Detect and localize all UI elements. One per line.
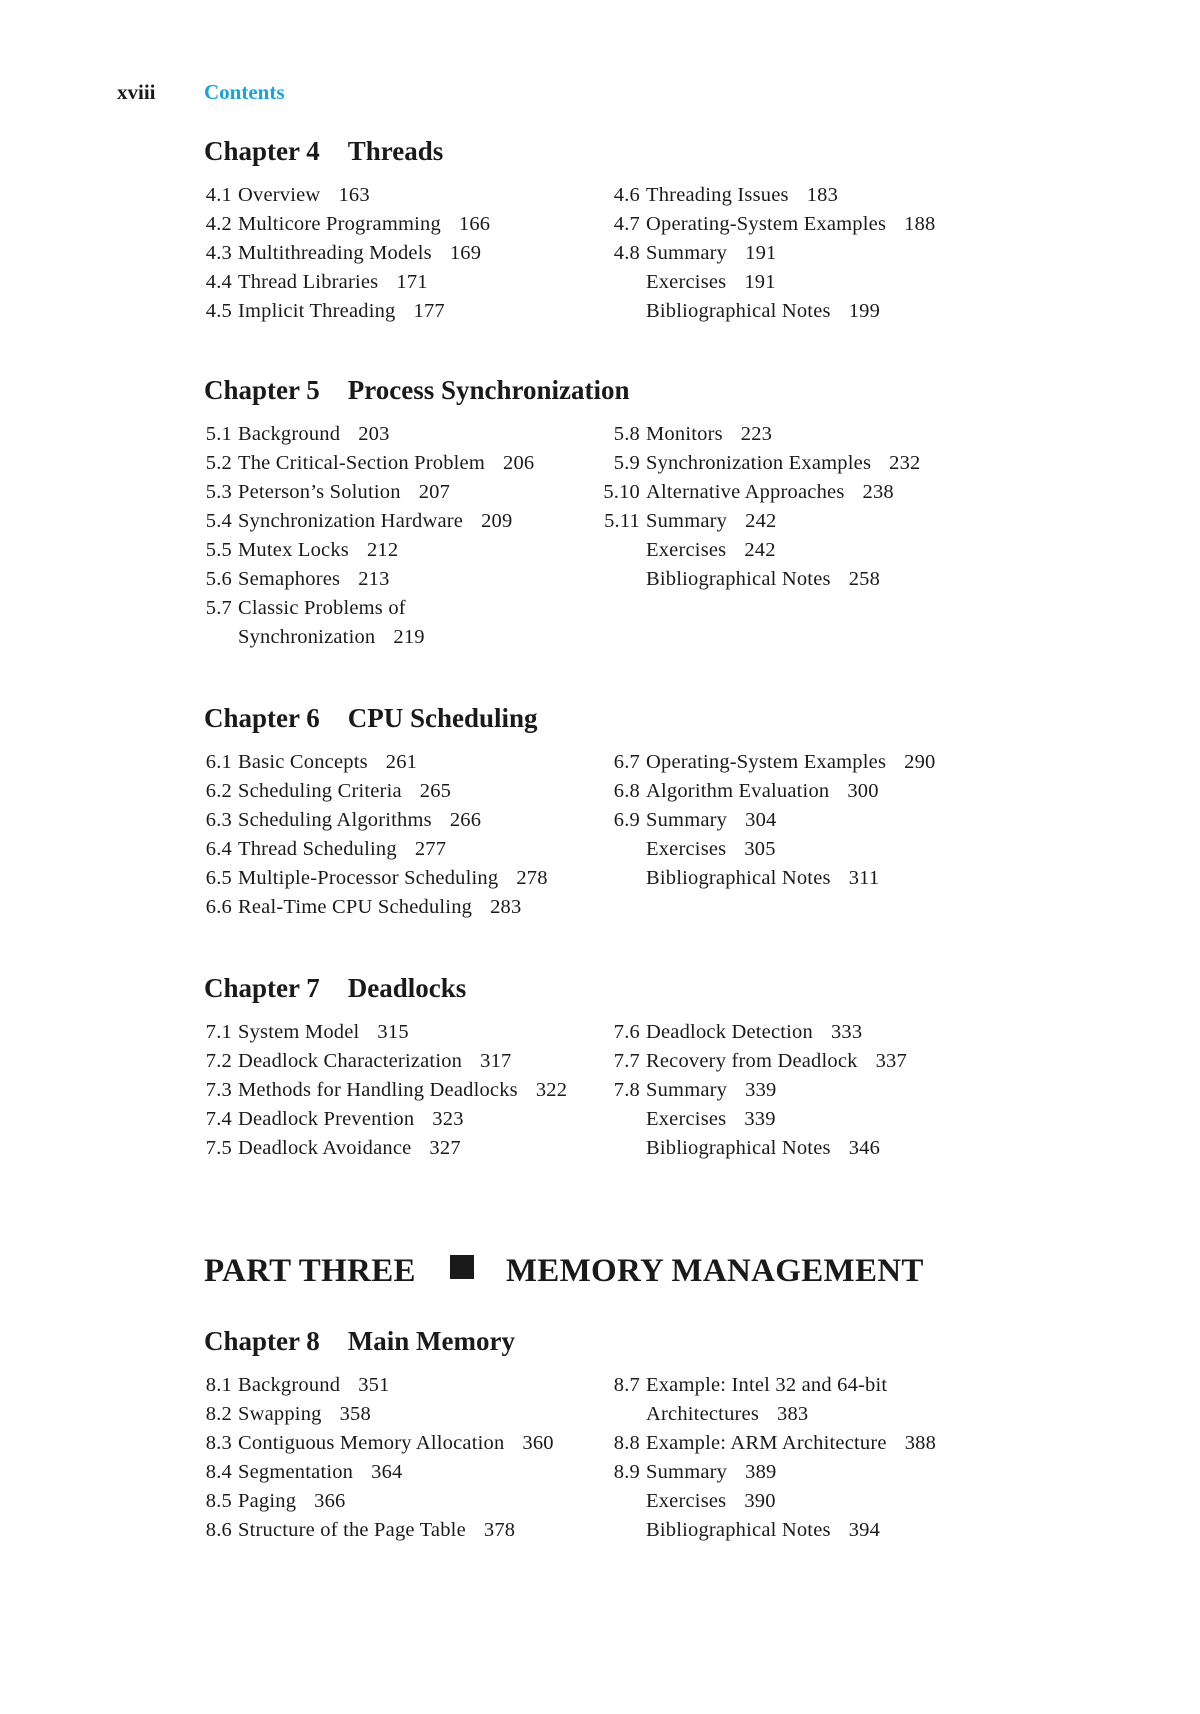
page-number-ref: 290 [904, 751, 936, 773]
section-title: Segmentation [238, 1461, 354, 1483]
toc-entry-text [646, 450, 920, 476]
toc-entry-text [646, 1488, 776, 1514]
section-number: 5.10 [603, 481, 640, 503]
section-number: 7.8 [613, 1079, 640, 1101]
page-number-ref: 266 [449, 809, 482, 831]
page-number-ref: 199 [848, 300, 881, 322]
page-number-ref: 177 [413, 300, 445, 322]
part-label: PART THREE [204, 1253, 416, 1289]
section-number: 6.6 [205, 896, 232, 918]
page-number-ref: 188 [904, 213, 936, 235]
section-title: Classic Problems of [238, 597, 406, 619]
chapter-heading [204, 973, 1064, 1019]
toc-entry-text [238, 240, 481, 266]
page-number-ref: 315 [377, 1021, 409, 1043]
page-number-ref: 242 [744, 539, 776, 561]
section-title: Summary [646, 809, 728, 831]
section-title: Synchronization Examples [646, 452, 872, 474]
section-number: 8.7 [613, 1374, 640, 1396]
page-number-ref: 238 [862, 481, 894, 503]
section-title: Exercises [646, 838, 727, 860]
page-number-ref: 203 [358, 423, 390, 445]
page-number-ref: 333 [830, 1021, 863, 1043]
page-number-ref: 277 [414, 838, 447, 860]
page-number-ref: 366 [314, 1490, 346, 1512]
toc-entry-text [646, 807, 776, 833]
section-title: Summary [646, 1461, 728, 1483]
page-number-ref: 317 [480, 1050, 512, 1072]
page-number-ref: 378 [483, 1519, 516, 1541]
chapter-title: Process Synchronization [347, 375, 630, 405]
toc-entry-text [646, 1372, 887, 1398]
page-number-ref: 360 [522, 1432, 554, 1454]
toc-entry-text [238, 1459, 403, 1485]
page-number-ref: 207 [418, 481, 451, 503]
chapter-5-block [204, 375, 1064, 648]
page-number-ref: 388 [904, 1432, 937, 1454]
section-number: 8.8 [613, 1432, 640, 1454]
section-title: Bibliographical Notes [646, 1137, 831, 1159]
running-head-title: Contents [204, 80, 285, 104]
toc-entry-text [646, 508, 776, 534]
section-title: Thread Scheduling [238, 838, 397, 860]
page-number-ref: 339 [744, 1108, 776, 1130]
toc-entry-text [238, 595, 406, 621]
toc-entry-text [238, 778, 451, 804]
page-number-ref: 394 [848, 1519, 881, 1541]
section-number: 5.2 [205, 452, 232, 474]
chapter-7-block [204, 973, 1064, 1159]
chapter-heading [204, 136, 1064, 182]
section-number: 5.8 [613, 423, 640, 445]
toc-entry-text [238, 537, 398, 563]
section-number: 5.1 [205, 423, 232, 445]
section-number: 7.6 [613, 1021, 640, 1043]
section-title: Mutex Locks [238, 539, 349, 561]
section-title: Example: Intel 32 and 64-bit [646, 1374, 888, 1396]
page-number-ref: 183 [806, 184, 839, 206]
chapter-title: Main Memory [347, 1326, 515, 1356]
toc-entry-text [238, 211, 490, 237]
chapter-title: Deadlocks [347, 973, 467, 1003]
toc-entry-text [646, 1401, 808, 1427]
section-number: 6.8 [613, 780, 640, 802]
toc-entry-text [238, 1517, 515, 1543]
page-number-ref: 339 [745, 1079, 777, 1101]
toc-entry-text [238, 624, 425, 650]
section-number: 6.9 [613, 809, 640, 831]
chapter-title: CPU Scheduling [347, 703, 538, 733]
part-heading [204, 1253, 924, 1290]
page-number-ref: 305 [744, 838, 776, 860]
page-number-ref: 163 [338, 184, 370, 206]
section-number: 7.1 [205, 1021, 232, 1043]
section-title: Summary [646, 1079, 728, 1101]
page-number-ref: 364 [371, 1461, 403, 1483]
section-number: 5.11 [604, 510, 640, 532]
section-title: Structure of the Page Table [238, 1519, 466, 1541]
page-number-ref: 265 [419, 780, 452, 802]
section-title: Synchronization [238, 626, 376, 648]
page-number-ref: 169 [449, 242, 482, 264]
toc-entry-text [238, 450, 534, 476]
section-number: 4.8 [613, 242, 640, 264]
toc-entry-text [646, 1430, 936, 1456]
toc-entry-text [238, 1019, 409, 1045]
section-title: Deadlock Prevention [238, 1108, 415, 1130]
toc-entry-text [238, 1430, 554, 1456]
section-number: 8.9 [613, 1461, 640, 1483]
section-number: 7.5 [205, 1137, 232, 1159]
page-number-ref: 300 [847, 780, 879, 802]
part-title: MEMORY MANAGEMENT [505, 1253, 924, 1289]
toc-entry-text [238, 182, 370, 208]
page-number-ref: 322 [535, 1079, 568, 1101]
section-number: 4.7 [613, 213, 640, 235]
page-number-ref: 258 [848, 568, 881, 590]
page-number-ref: 171 [396, 271, 428, 293]
section-title: Real-Time CPU Scheduling [238, 896, 473, 918]
chapter-4-block [204, 136, 1064, 322]
chapter-title: Threads [347, 136, 444, 166]
page-number-ref: 219 [393, 626, 425, 648]
section-number: 8.2 [205, 1403, 232, 1425]
page-number-ref: 261 [385, 751, 418, 773]
section-number: 4.1 [205, 184, 232, 206]
page-number-ref: 206 [503, 452, 535, 474]
toc-entry-text [646, 1048, 907, 1074]
section-title: Threading Issues [646, 184, 789, 206]
section-number: 8.1 [205, 1374, 232, 1396]
toc-entry-text [646, 421, 772, 447]
section-title: Bibliographical Notes [646, 867, 831, 889]
section-title: Operating-System Examples [646, 751, 887, 773]
section-title: Background [238, 423, 341, 445]
chapter-8-block [204, 1326, 1064, 1541]
toc-entry-text [238, 566, 390, 592]
section-number: 7.2 [205, 1050, 232, 1072]
toc-entry-text [646, 1459, 776, 1485]
section-title: Multithreading Models [238, 242, 432, 264]
toc-entry-text [646, 1019, 862, 1045]
toc-entry-text [646, 749, 936, 775]
chapter-label: Chapter 6 [204, 703, 320, 733]
page-number-ref: 337 [875, 1050, 907, 1072]
section-number: 4.3 [205, 242, 232, 264]
toc-entry-text [646, 566, 880, 592]
section-number: 5.7 [205, 597, 232, 619]
page-number-ref: 278 [516, 867, 548, 889]
section-title: Scheduling Algorithms [238, 809, 432, 831]
toc-entry-text [238, 836, 446, 862]
section-title: Algorithm Evaluation [646, 780, 830, 802]
section-title: Semaphores [238, 568, 341, 590]
section-title: Exercises [646, 271, 727, 293]
section-number: 7.7 [613, 1050, 640, 1072]
section-title: Multiple-Processor Scheduling [238, 867, 499, 889]
section-title: Thread Libraries [238, 271, 379, 293]
section-title: Paging [238, 1490, 297, 1512]
page-number-ref: 166 [458, 213, 491, 235]
section-title: Bibliographical Notes [646, 300, 831, 322]
page-number-ref: 212 [366, 539, 399, 561]
black-square-icon [450, 1255, 474, 1279]
section-title: Exercises [646, 1490, 727, 1512]
chapter-label: Chapter 7 [204, 973, 320, 1003]
chapter-heading [204, 375, 1064, 421]
section-title: Basic Concepts [238, 751, 368, 773]
toc-entry-text [238, 1372, 390, 1398]
section-number: 5.4 [205, 510, 232, 532]
section-number: 6.3 [205, 809, 232, 831]
toc-entry-text [238, 1401, 371, 1427]
toc-entry-text [238, 298, 445, 324]
section-title: Scheduling Criteria [238, 780, 402, 802]
toc-entry-text [238, 1135, 461, 1161]
toc-entry-text [238, 749, 417, 775]
section-title: Bibliographical Notes [646, 1519, 831, 1541]
page-number-ref: 223 [740, 423, 773, 445]
section-title: Bibliographical Notes [646, 568, 831, 590]
page-number-ref: 209 [481, 510, 513, 532]
section-title: Example: ARM Architecture [646, 1432, 887, 1454]
section-number: 5.9 [613, 452, 640, 474]
section-title: Multicore Programming [238, 213, 441, 235]
toc-entry-text [646, 1077, 776, 1103]
toc-entry-text [238, 508, 512, 534]
toc-entry-text [238, 865, 548, 891]
chapter-6-block [204, 703, 1064, 918]
section-title: Deadlock Avoidance [238, 1137, 412, 1159]
section-title: Contiguous Memory Allocation [238, 1432, 505, 1454]
page-number-ref: 346 [848, 1137, 881, 1159]
section-title: Peterson’s Solution [238, 481, 401, 503]
section-number: 7.3 [205, 1079, 232, 1101]
page-number-ref: 389 [745, 1461, 777, 1483]
toc-entry-text [238, 1048, 511, 1074]
toc-entry-text [238, 421, 390, 447]
page-number-ref: 232 [889, 452, 921, 474]
section-number: 8.4 [205, 1461, 232, 1483]
section-number: 5.6 [205, 568, 232, 590]
section-title: Monitors [646, 423, 723, 445]
chapter-label: Chapter 8 [204, 1326, 320, 1356]
section-number: 6.4 [205, 838, 232, 860]
chapter-heading [204, 1326, 1064, 1372]
toc-entry-text [646, 182, 838, 208]
page-number-ref: 390 [744, 1490, 776, 1512]
section-number: 8.3 [205, 1432, 232, 1454]
toc-entry-text [646, 537, 776, 563]
toc-entry-text [646, 778, 879, 804]
section-title: Background [238, 1374, 341, 1396]
toc-entry-text [646, 1106, 776, 1132]
chapter-heading [204, 703, 1064, 749]
section-title: Summary [646, 510, 728, 532]
section-number: 6.7 [613, 751, 640, 773]
section-number: 4.2 [205, 213, 232, 235]
page-number-ref: 191 [744, 271, 776, 293]
section-title: Overview [238, 184, 321, 206]
section-number: 5.5 [205, 539, 232, 561]
section-number: 4.5 [205, 300, 232, 322]
toc-entry-text [646, 269, 776, 295]
page-number-ref: 213 [358, 568, 390, 590]
page-number-ref: 323 [432, 1108, 464, 1130]
section-title: Summary [646, 242, 728, 264]
section-title: Methods for Handling Deadlocks [238, 1079, 518, 1101]
section-number: 5.3 [205, 481, 232, 503]
section-number: 6.2 [205, 780, 232, 802]
section-title: Exercises [646, 539, 727, 561]
page-number-ref: 351 [358, 1374, 390, 1396]
toc-entry-text [646, 836, 776, 862]
page-number-ref: 358 [339, 1403, 371, 1425]
toc-entry-text [646, 1135, 880, 1161]
section-number: 4.4 [205, 271, 232, 293]
section-number: 6.1 [205, 751, 232, 773]
section-title: The Critical-Section Problem [238, 452, 485, 474]
toc-entry-text [646, 240, 776, 266]
toc-entry-text [238, 1488, 346, 1514]
section-number: 8.6 [205, 1519, 232, 1541]
toc-entry-text [646, 211, 936, 237]
chapter-label: Chapter 5 [204, 375, 320, 405]
page-number-ref: 327 [429, 1137, 461, 1159]
section-title: Deadlock Characterization [238, 1050, 463, 1072]
toc-entry-text [646, 479, 894, 505]
section-number: 8.5 [205, 1490, 232, 1512]
page-number-ref: 383 [777, 1403, 809, 1425]
section-title: Implicit Threading [238, 300, 396, 322]
section-number: 4.6 [613, 184, 640, 206]
chapter-label: Chapter 4 [204, 136, 320, 166]
toc-entry-text [238, 479, 450, 505]
section-title: Alternative Approaches [646, 481, 845, 503]
page-number-ref: 311 [848, 867, 880, 889]
section-title: Deadlock Detection [646, 1021, 813, 1043]
section-title: Swapping [238, 1403, 322, 1425]
toc-entry-text [646, 298, 880, 324]
section-title: Synchronization Hardware [238, 510, 464, 532]
toc-entry-text [238, 1077, 567, 1103]
page-number-ref: 191 [745, 242, 777, 264]
toc-entry-text [238, 269, 428, 295]
section-title: System Model [238, 1021, 360, 1043]
section-title: Recovery from Deadlock [646, 1050, 858, 1072]
page-number-ref: 283 [490, 896, 522, 918]
toc-entry-text [646, 865, 879, 891]
page-number-ref: 304 [745, 809, 777, 831]
page-number: xviii [117, 80, 156, 104]
section-title: Architectures [646, 1403, 760, 1425]
page-number-ref: 242 [745, 510, 777, 532]
section-number: 7.4 [205, 1108, 232, 1130]
toc-entry-text [238, 1106, 464, 1132]
toc-entry-text [238, 894, 521, 920]
toc-entry-text [238, 807, 481, 833]
section-title: Operating-System Examples [646, 213, 887, 235]
section-title: Exercises [646, 1108, 727, 1130]
toc-entry-text [646, 1517, 880, 1543]
section-number: 6.5 [205, 867, 232, 889]
